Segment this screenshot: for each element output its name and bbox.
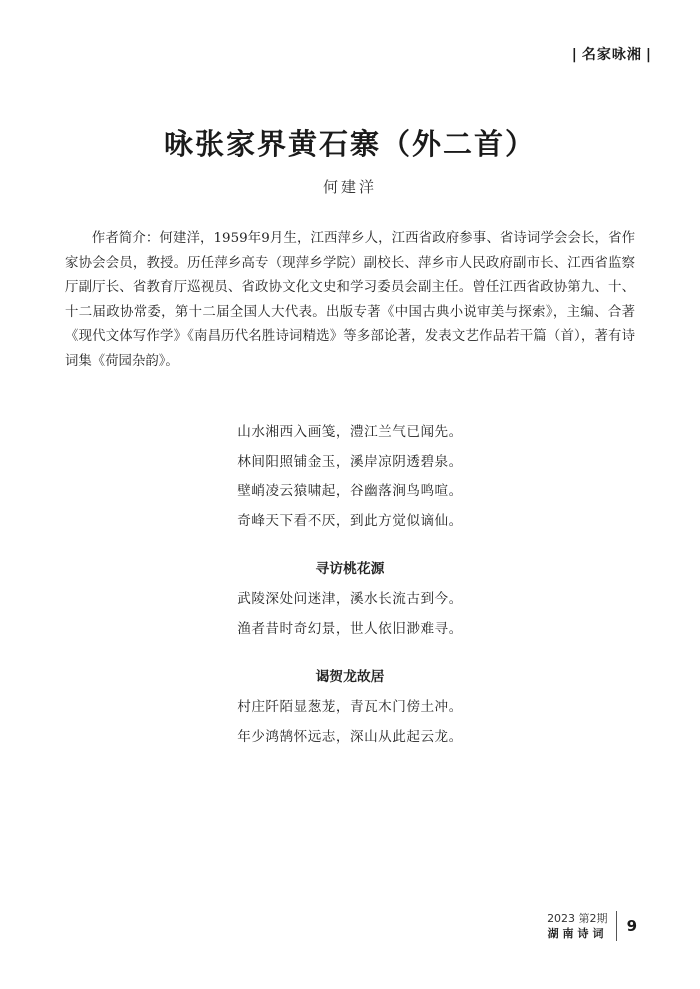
poem-line: 渔者昔时奇幻景，世人依旧渺难寻。 bbox=[237, 620, 463, 637]
poems-section bbox=[0, 418, 700, 752]
author-bio: 作者简介：何建洋，1959年9月生，江西萍乡人，江西省政府参事、省诗词学会会长，省作家协会会员，教授。历任萍乡高专（现萍乡学院）副校长、萍乡市人民政府副市长、江西省监察厅副厅长、省教育厅巡视员、省政协文化文史和学习委员会副主任。曾任江西省政协第九、十、十二届政协常委，第十二届全国人大代表。出版专著《中国古典小说审美与探索》，主编、合著《现代文体写作学》《南昌历代名胜诗词精选》等多部论著，发表文艺作品若干篇（首），著有诗词集《荷园杂韵》。 bbox=[65, 231, 635, 369]
poem-2 bbox=[0, 553, 700, 644]
column-tag bbox=[568, 44, 656, 64]
column-name: 名家咏湘 bbox=[581, 47, 642, 63]
column-tag-left-bar: | bbox=[571, 47, 578, 63]
poem-line: 武陵深处问迷津，溪水长流古到今。 bbox=[237, 591, 463, 607]
footer-divider bbox=[616, 911, 617, 941]
poem-line: 村庄阡陌显葱茏，青瓦木门傍土冲。 bbox=[237, 699, 463, 715]
poem-title: 寻访桃花源 bbox=[315, 561, 385, 577]
poem-3 bbox=[0, 661, 700, 752]
issue-label: 2023 第2期 bbox=[547, 912, 608, 925]
column-tag-right-bar: | bbox=[645, 47, 652, 63]
magazine-name: 湖南诗词 bbox=[547, 927, 608, 940]
poem-line: 年少鸿鹄怀远志，深山从此起云龙。 bbox=[237, 728, 463, 745]
poem-line: 奇峰天下看不厌，到此方觉似谪仙。 bbox=[237, 512, 463, 529]
article-author: 何建洋 bbox=[322, 178, 377, 196]
poem-title: 谒贺龙故居 bbox=[315, 669, 385, 685]
poem-line: 壁峭凌云猿啸起，谷幽落涧鸟鸣喧。 bbox=[237, 483, 463, 499]
poem-line: 山水湘西入画笺，澧江兰气已闻先。 bbox=[237, 424, 463, 440]
poem-1 bbox=[0, 418, 700, 536]
page-footer bbox=[547, 911, 637, 941]
page-number: 9 bbox=[626, 917, 637, 935]
article-title: 咏张家界黄石寨（外二首） bbox=[163, 127, 536, 161]
footer-text bbox=[547, 911, 608, 941]
poem-line: 林间阳照铺金玉，溪岸凉阴透碧泉。 bbox=[237, 453, 463, 470]
